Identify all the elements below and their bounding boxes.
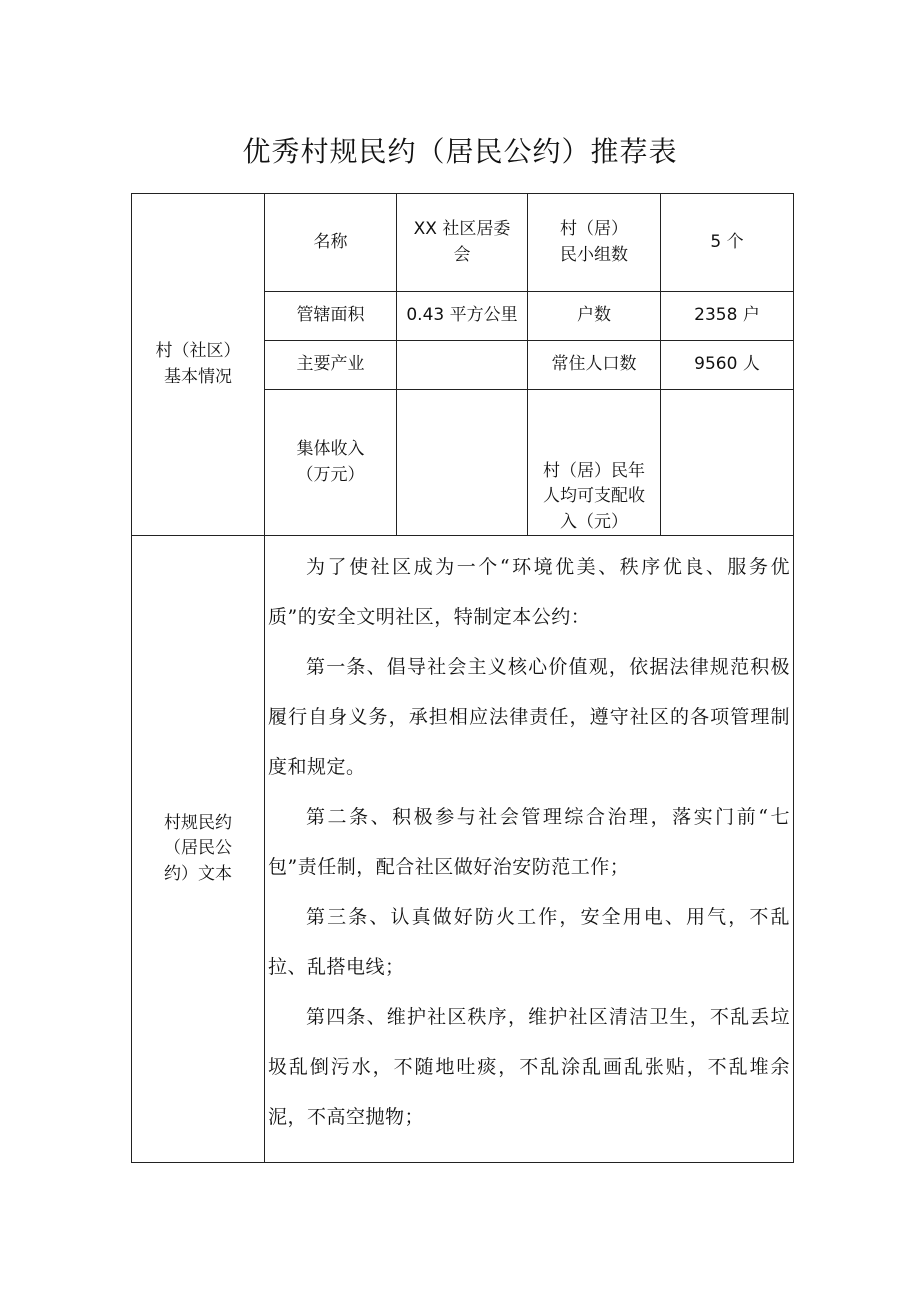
households-label-cell (528, 292, 661, 341)
convention-article-4: 第四条、维护社区秩序，维护社区清洁卫生，不乱丢垃圾乱倒污水，不随地吐痰，不乱涂乱画乱张贴，不乱堆余泥，不高空抛物； (268, 1006, 790, 1128)
convention-label-line3: 约）文本 (164, 863, 232, 884)
income-label-line1: 集体收入 (296, 439, 365, 459)
households-value: 2358 户 (694, 305, 760, 326)
basic-info-label-line2: 基本情况 (164, 366, 232, 387)
per-capita-label-cell (528, 390, 661, 536)
industry-label-cell (265, 341, 397, 390)
population-label: 常住人口数 (551, 354, 637, 375)
convention-label-line2: （居民公 (164, 838, 232, 859)
households-label: 户数 (577, 305, 611, 326)
name-label-cell (265, 194, 397, 292)
name-value-line1: XX 社区居委 (413, 219, 511, 239)
groups-label-line2: 民小组数 (560, 244, 628, 265)
households-value-cell (661, 292, 794, 341)
area-label: 管辖面积 (296, 305, 365, 326)
basic-info-section-label (132, 194, 265, 536)
per-capita-label-line2: 人均可支配收 (543, 486, 645, 506)
population-label-cell (528, 341, 661, 390)
groups-value: 5 个 (710, 231, 744, 252)
per-capita-label-line1: 村（居）民年 (543, 460, 645, 481)
convention-article-2: 第二条、积极参与社会管理综合治理，落实门前“七包”责任制，配合社区做好治安防范工作； (268, 806, 790, 878)
convention-label-line1: 村规民约 (164, 812, 232, 833)
industry-label: 主要产业 (296, 354, 365, 375)
recommendation-form-table (131, 193, 794, 1163)
groups-label-line1: 村（居） (560, 219, 628, 239)
income-label-line2: （万元） (296, 464, 365, 485)
area-value: 0.43 平方公里 (406, 305, 518, 326)
page-title: 优秀村规民约（居民公约）推荐表 (242, 135, 678, 168)
area-label-cell (265, 292, 397, 341)
convention-text-cell (265, 536, 794, 1163)
convention-intro: 为了使社区成为一个“环境优美、秩序优良、服务优质”的安全文明社区，特制定本公约： (268, 556, 790, 628)
basic-info-label-line1: 村（社区） (155, 341, 241, 361)
name-value-line2: 会 (453, 244, 471, 265)
income-label-cell (265, 390, 397, 536)
population-value: 9560 人 (694, 354, 760, 375)
convention-article-3: 第三条、认真做好防火工作，安全用电、用气，不乱拉、乱搭电线； (268, 906, 790, 978)
groups-label-cell (528, 194, 661, 292)
per-capita-label-line3: 入（元） (560, 511, 628, 532)
population-value-cell (661, 341, 794, 390)
name-label: 名称 (313, 231, 348, 252)
convention-section-label (132, 536, 265, 1163)
name-value-cell (397, 194, 528, 292)
per-capita-value-cell (661, 390, 794, 536)
industry-value-cell (397, 341, 528, 390)
income-value-cell (397, 390, 528, 536)
convention-article-1: 第一条、倡导社会主义核心价值观，依据法律规范积极履行自身义务，承担相应法律责任，遵守社区的各项管理制度和规定。 (268, 656, 790, 778)
area-value-cell (397, 292, 528, 341)
convention-text (265, 536, 793, 1162)
groups-value-cell (661, 194, 794, 292)
